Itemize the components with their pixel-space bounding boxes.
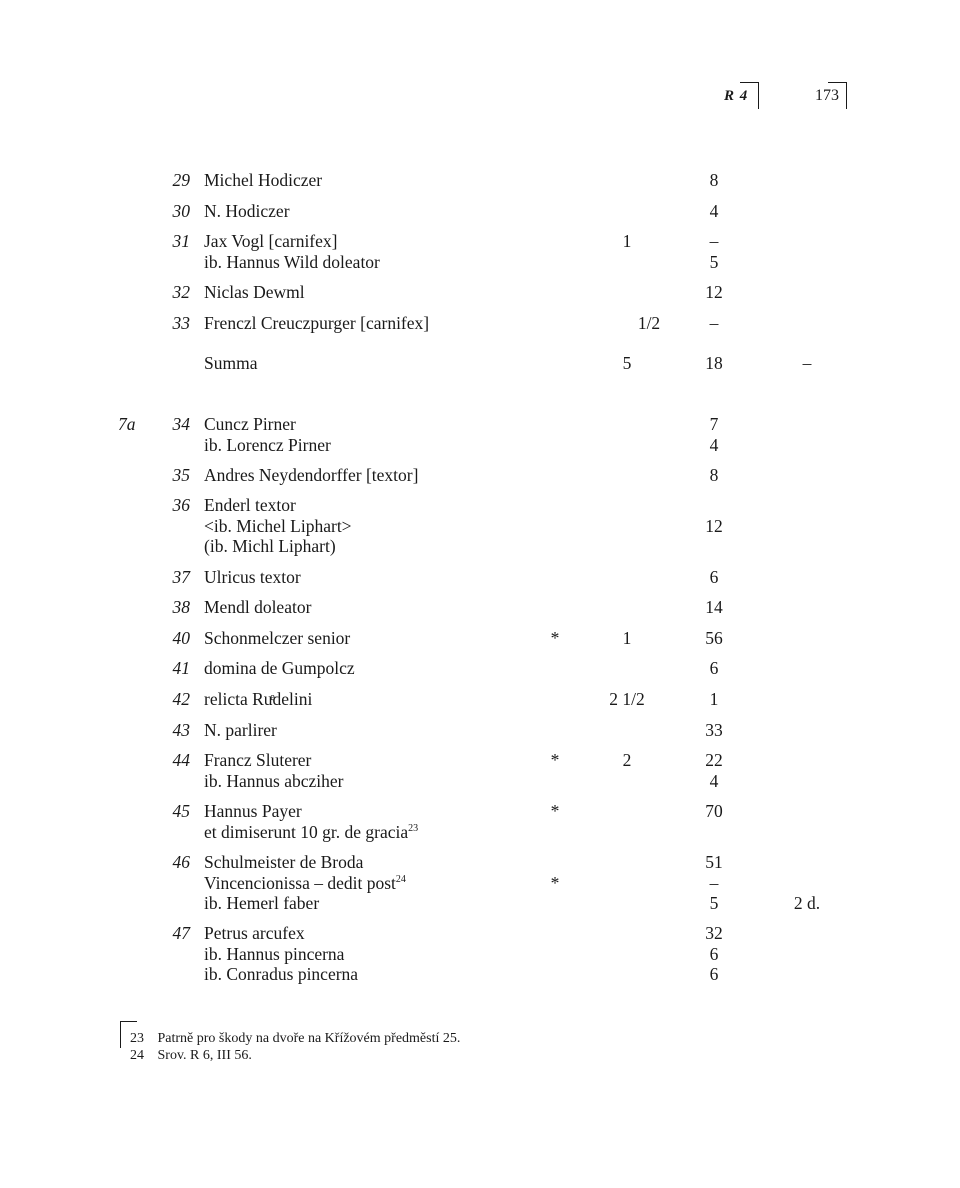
entry-name: Francz Sluterer <box>204 750 312 770</box>
amount-col-2: 14 <box>705 597 723 617</box>
footnote-text: Srov. R 6, III 56. <box>157 1048 252 1063</box>
entry-name: Schonmelczer senior <box>204 628 351 648</box>
footnote-text: Patrně pro škody na dvoře na Křížovém předměstí 25. <box>157 1031 461 1046</box>
entry-name <box>204 822 418 842</box>
amount-col-2: 12 <box>705 282 723 302</box>
entry-name: relicta Ruͤdelini <box>204 689 313 709</box>
amount-col-1: 1/2 <box>637 313 661 333</box>
amount-col-2: 33 <box>705 720 723 740</box>
amount-col-1: 1 <box>622 628 632 648</box>
amount-col-3: – <box>802 353 812 373</box>
footnote-24 <box>120 1047 252 1065</box>
amount-col-2: 5 <box>709 893 719 913</box>
entry-name: Ulricus textor <box>204 567 301 587</box>
asterisk-mark: * <box>550 872 560 893</box>
amount-col-2: 12 <box>705 515 723 536</box>
amount-col-2: 4 <box>709 434 719 455</box>
entry-number: 41 <box>172 658 190 678</box>
entry-number: 29 <box>172 170 190 190</box>
entry-name: ib. Hemerl faber <box>204 893 320 913</box>
footnote-number: 24 <box>130 1048 144 1063</box>
entry-number: 33 <box>172 313 190 333</box>
entry-number: 43 <box>172 720 190 740</box>
footnote-23 <box>120 1030 460 1048</box>
entry-name: Mendl doleator <box>204 597 312 617</box>
entry-name: Jax Vogl [carnifex] <box>204 231 338 251</box>
entry-number: 37 <box>172 567 190 587</box>
amount-col-2: 6 <box>709 964 719 984</box>
amount-col-1: 5 <box>622 353 632 373</box>
entry-number: 32 <box>172 282 190 302</box>
entry-number: 30 <box>172 201 190 221</box>
entry-number: 35 <box>172 465 190 485</box>
entry-number: 44 <box>172 750 190 770</box>
amount-col-2: 32 <box>705 923 723 943</box>
amount-col-2: 51 <box>705 852 723 872</box>
entry-number: 34 <box>172 414 190 434</box>
amount-col-2: 70 <box>705 801 723 821</box>
entry-name: domina de Gumpolcz <box>204 658 355 678</box>
amount-col-1: 2 1/2 <box>609 689 645 709</box>
entry-name: ib. Lorencz Pirner <box>204 434 331 455</box>
amount-col-2: 5 <box>709 251 719 272</box>
amount-col-2: 4 <box>709 201 719 221</box>
entry-name-text: Vincencionissa – dedit post <box>204 872 396 893</box>
amount-col-2: – <box>709 231 719 251</box>
section-code: R 4 <box>724 88 749 104</box>
amount-col-1: 1 <box>622 231 632 251</box>
amount-col-3: 2 d. <box>793 893 821 913</box>
entry-name: N. Hodiczer <box>204 201 290 221</box>
page-number: 173 <box>815 87 839 104</box>
entry-name: Enderl textor <box>204 495 296 515</box>
entry-number: 46 <box>172 852 190 872</box>
entry-name: N. parlirer <box>204 720 277 740</box>
amount-col-2: 6 <box>709 658 719 678</box>
amount-col-2: 56 <box>705 628 723 648</box>
amount-col-2: 8 <box>709 465 719 485</box>
asterisk-mark: * <box>550 628 560 648</box>
entry-name: Andres Neydendorffer [textor] <box>204 465 419 485</box>
footnote-ref: 24 <box>395 873 406 885</box>
entry-name: ib. Conradus pincerna <box>204 964 359 984</box>
entry-name: ib. Hannus abcziher <box>204 770 344 791</box>
amount-col-2: – <box>709 313 719 333</box>
entry-name: <ib. Michel Liphart> <box>204 515 352 536</box>
entry-number: 40 <box>172 628 190 648</box>
entry-name: Cuncz Pirner <box>204 414 296 434</box>
entry-number: 36 <box>172 495 190 515</box>
entry-number: 47 <box>172 923 190 943</box>
asterisk-mark: * <box>550 750 560 770</box>
entry-number: 31 <box>172 231 190 251</box>
amount-col-2: 18 <box>705 353 723 373</box>
entry-number: 45 <box>172 801 190 821</box>
entry-name: Summa <box>204 353 258 373</box>
amount-col-2: 6 <box>709 943 719 964</box>
amount-col-2: 7 <box>709 414 719 434</box>
entry-name: ib. Hannus pincerna <box>204 943 345 964</box>
entry-name: Niclas Dewml <box>204 282 305 302</box>
footnote-ref: 23 <box>408 822 419 834</box>
amount-col-2: 4 <box>709 770 719 791</box>
amount-col-1: 2 <box>622 750 632 770</box>
entry-number: 42 <box>172 689 190 709</box>
amount-col-2: 6 <box>709 567 719 587</box>
amount-col-2: – <box>709 872 719 893</box>
entry-name: Petrus arcufex <box>204 923 305 943</box>
entry-number: 38 <box>172 597 190 617</box>
entry-name: Michel Hodiczer <box>204 170 323 190</box>
entry-name: Frenczl Creuczpurger [carnifex] <box>204 313 430 333</box>
entry-name: ib. Hannus Wild doleator <box>204 251 380 272</box>
asterisk-mark: * <box>550 801 560 821</box>
entry-name-text: et dimiserunt 10 gr. de gracia <box>204 821 409 842</box>
folio-number: 7a <box>118 414 136 434</box>
amount-col-2: 8 <box>709 170 719 190</box>
entry-name: Schulmeister de Broda <box>204 852 364 872</box>
entry-name: Hannus Payer <box>204 801 302 821</box>
footnote-number: 23 <box>130 1031 144 1046</box>
entry-name <box>204 873 406 893</box>
entry-name: (ib. Michl Liphart) <box>204 536 336 556</box>
amount-col-2: 22 <box>705 750 723 770</box>
amount-col-2: 1 <box>709 689 719 709</box>
